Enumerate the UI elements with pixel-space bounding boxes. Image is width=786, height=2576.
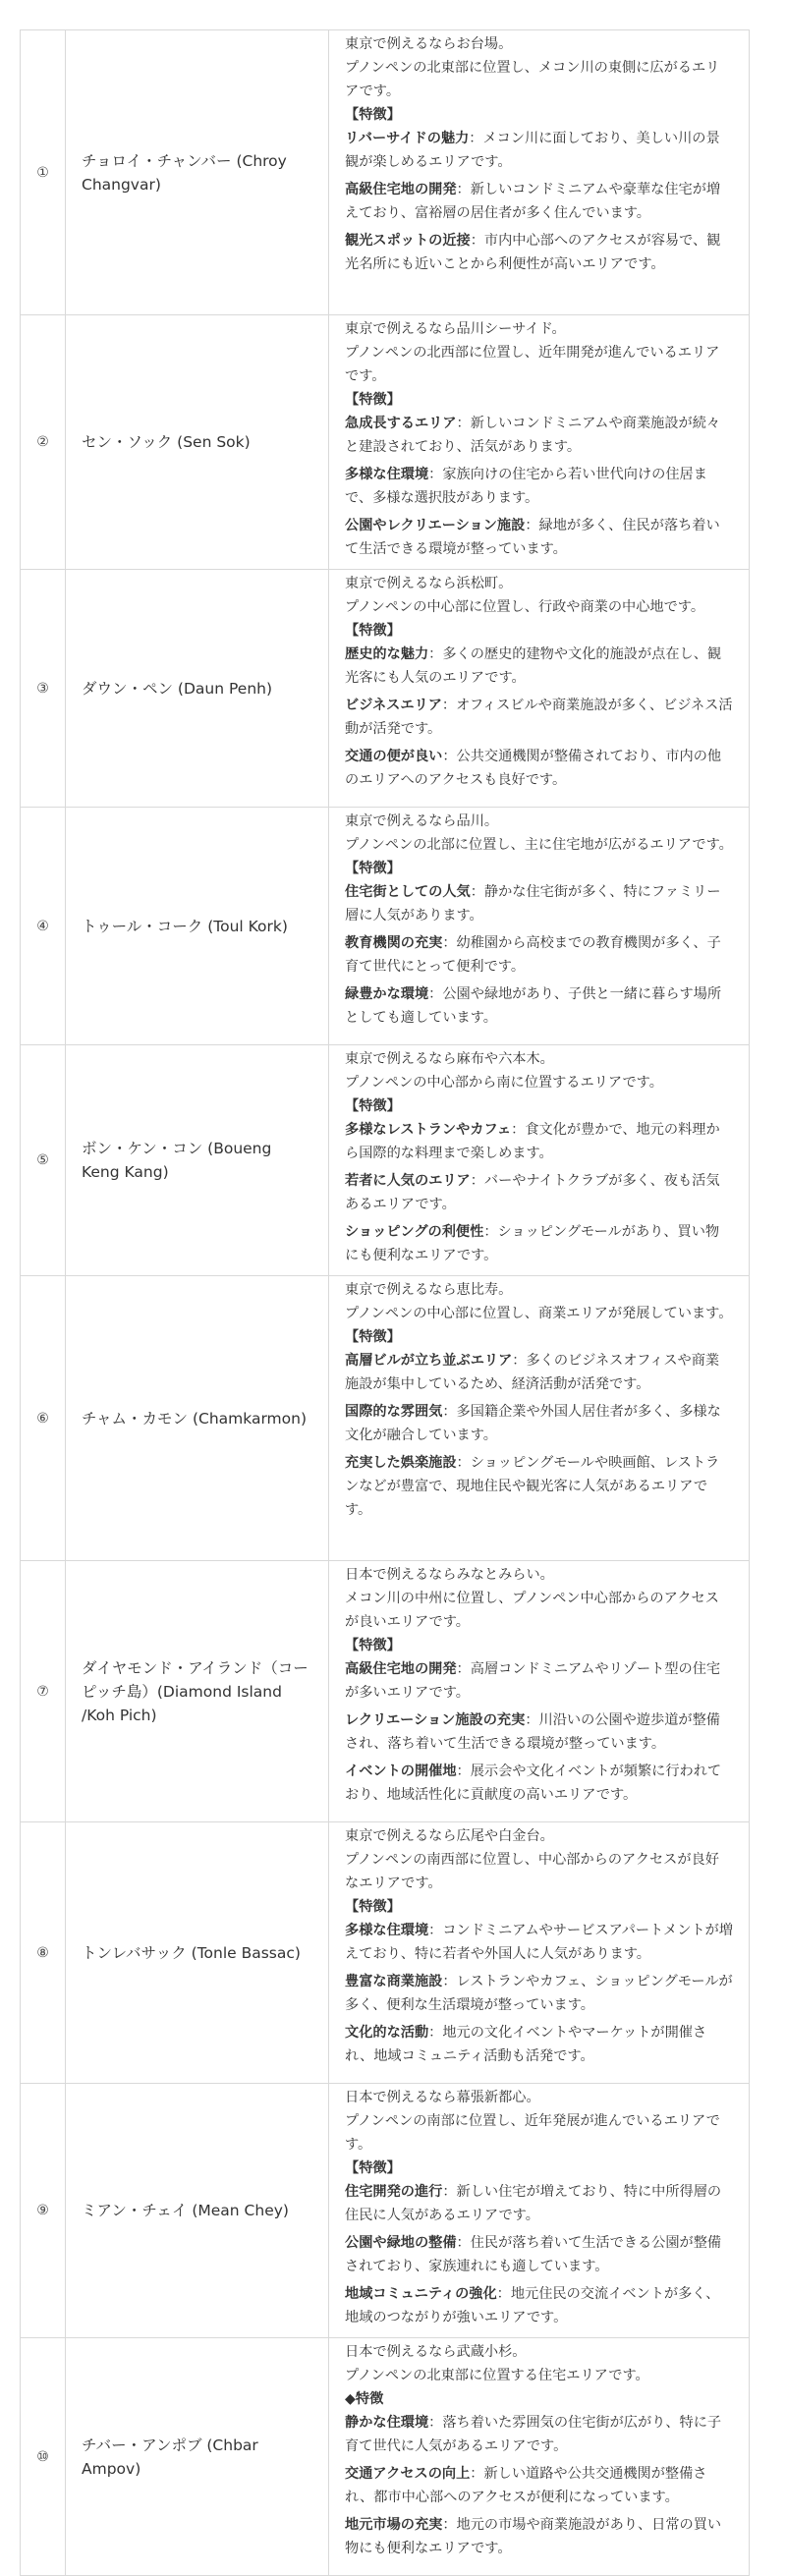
feature-title: 若者に人気のエリア [345,1173,471,1189]
feature-item [345,1349,733,1396]
table-row [21,1045,750,1276]
district-description [329,30,750,315]
feature-text: ：落ち着いた雰囲気の住宅街が広がり、特に子育て世代に人気があるエリアです。 [345,2415,722,2454]
district-name: ミアン・チェイ (Mean Chey) [66,2084,329,2338]
feature-title: 緑豊かな環境 [345,986,429,1002]
feature-text: ：地元の文化イベントやマーケットが開催され、地域コミュニティ活動も活発です。 [345,2025,707,2064]
location-text: プノンペンの北西部に位置し、近年開発が進んでいるエリアです。 [345,345,720,384]
feature-text: ：レストランやカフェ、ショッピングモールが多く、便利な生活環境が整っています。 [345,1974,733,2013]
feature-item [345,1118,733,1165]
table-row [21,2084,750,2338]
feature-item [345,412,733,459]
feature-item [345,1400,733,1447]
feature-text: ：静かな住宅街が多く、特にファミリー層に人気があります。 [345,884,721,924]
feature-item [345,2180,733,2227]
feature-title: 観光スポットの近接 [345,233,471,249]
feature-title: 公園や緑地の整備 [345,2235,457,2251]
feature-text: ：新しい住宅が増えており、特に中所得層の住民に人気があるエリアです。 [345,2184,722,2223]
location-text: プノンペンの中心部に位置し、商業エリアが発展しています。 [345,1306,733,1321]
district-description [329,315,750,570]
features-heading: 【特徴】 [345,1899,401,1915]
feature-item [345,1708,733,1756]
feature-item [345,2021,733,2068]
district-description [329,1561,750,1822]
feature-text: ：緑地が多く、住民が落ち着いて生活できる環境が整っています。 [345,518,720,557]
feature-title: リバーサイドの魅力 [345,131,470,146]
feature-text: ：高層コンドミニアムやリゾート型の住宅が多いエリアです。 [345,1661,721,1701]
tokyo-comparison: 日本で例えるならみなとみらい。 [345,1567,554,1583]
feature-item [345,178,733,225]
feature-text: ：オフィスビルや商業施設が多く、ビジネス活動が活発です。 [345,698,733,737]
district-description [329,570,750,808]
feature-text: ：公共交通機関が整備されており、市内の他のエリアへのアクセスも良好です。 [345,749,722,788]
feature-title: 多様な住環境 [345,467,429,482]
tokyo-comparison: 東京で例えるなら麻布や六本木。 [345,1051,554,1067]
feature-text: ：多くのビジネスオフィスや商業施設が集中しているため、経済活動が活発です。 [345,1353,720,1392]
features-heading: 【特徴】 [345,1329,401,1345]
features-heading: 【特徴】 [345,107,401,123]
tokyo-comparison: 東京で例えるなら品川シーサイド。 [345,321,566,337]
feature-text: ：新しいコンドミニアムや商業施設が続々と建設されており、活気があります。 [345,416,721,455]
districts-table-body [21,30,750,2576]
district-description [329,2338,750,2576]
districts-table [20,29,750,2576]
feature-text: ：ショッピングモールや映画館、レストランなどが豊富で、現地住民や観光客に人気があるエリアです。 [345,1455,720,1518]
feature-item [345,1220,733,1267]
feature-title: 教育機関の充実 [345,935,443,951]
table-row [21,30,750,315]
district-name: ボン・ケン・コン (Boueng Keng Kang) [66,1045,329,1276]
feature-item [345,127,733,174]
tokyo-comparison: 日本で例えるなら武蔵小杉。 [345,2344,527,2360]
table-row [21,315,750,570]
tokyo-comparison: 東京で例えるならお台場。 [345,36,513,52]
feature-text: ：展示会や文化イベントが頻繁に行われており、地域活性化に貢献度の高いエリアです。 [345,1764,722,1803]
table-row [21,570,750,808]
feature-text: ：メコン川に面しており、美しい川の景観が楽しめるエリアです。 [345,131,720,170]
feature-title: 住宅街としての人気 [345,884,471,900]
location-text: プノンペンの南部に位置し、近年発展が進んでいるエリアです。 [345,2113,720,2153]
feature-item [345,2513,733,2560]
row-number: ③ [21,570,66,808]
row-number: ② [21,315,66,570]
tokyo-comparison: 東京で例えるなら品川。 [345,813,499,829]
feature-title: 公園やレクリエーション施設 [345,518,526,533]
feature-item [345,2231,733,2278]
table-row [21,1561,750,1822]
feature-title: 歴史的な魅力 [345,646,429,662]
district-name: セン・ソック (Sen Sok) [66,315,329,570]
feature-text: ：地元の市場や商業施設があり、日常の買い物にも便利なエリアです。 [345,2517,722,2556]
district-description [329,1822,750,2084]
feature-text: ：多くの歴史的建物や文化的施設が点在し、観光客にも人気のエリアです。 [345,646,722,686]
feature-title: 高層ビルが立ち並ぶエリア [345,1353,513,1369]
feature-title: ビジネスエリア [345,698,442,713]
tokyo-comparison: 東京で例えるなら広尾や白金台。 [345,1828,554,1844]
feature-title: 地域コミュニティの強化 [345,2286,497,2302]
feature-item [345,982,733,1030]
feature-text: ：公園や緑地があり、子供と一緒に暮らす場所としても適しています。 [345,986,722,1026]
district-name: チャム・カモン (Chamkarmon) [66,1276,329,1561]
location-text: プノンペンの北東部に位置する住宅エリアです。 [345,2368,649,2383]
feature-text: ：川沿いの公園や遊歩道が整備され、落ち着いて生活できる環境が整っています。 [345,1712,720,1752]
feature-item [345,880,733,927]
feature-item [345,2282,733,2329]
feature-item [345,931,733,979]
district-name: チョロイ・チャンバー (Chroy Changvar) [66,30,329,315]
feature-title: イベントの開催地 [345,1764,457,1779]
table-row [21,1276,750,1561]
district-name: ダイヤモンド・アイランド（コーピッチ島）(Diamond Island /Koh Pich) [66,1561,329,1822]
feature-title: 静かな住環境 [345,2415,429,2431]
row-number: ⑧ [21,1822,66,2084]
district-description [329,808,750,1045]
district-name: トンレバサック (Tonle Bassac) [66,1822,329,2084]
location-text: プノンペンの北東部に位置し、メコン川の東側に広がるエリアです。 [345,60,720,99]
feature-title: 文化的な活動 [345,2025,429,2041]
feature-title: 多様な住環境 [345,1923,429,1938]
feature-text: ：ショッピングモールがあり、買い物にも便利なエリアです。 [345,1224,720,1263]
feature-text: ：新しいコンドミニアムや豪華な住宅が増えており、富裕層の居住者が多く住んでいます。 [345,182,721,221]
features-heading: 【特徴】 [345,392,401,408]
features-heading: 【特徴】 [345,2160,401,2176]
row-number: ④ [21,808,66,1045]
feature-title: 交通の便が良い [345,749,443,764]
feature-item [345,1657,733,1705]
tokyo-comparison: 東京で例えるなら恵比寿。 [345,1282,513,1298]
feature-item [345,2462,733,2509]
features-heading: 【特徴】 [345,1098,401,1114]
feature-title: 豊富な商業施設 [345,1974,443,1989]
feature-text: ：市内中心部へのアクセスが容易で、観光名所にも近いことから利便性が高いエリアです。 [345,233,721,272]
row-number: ⑨ [21,2084,66,2338]
tokyo-comparison: 東京で例えるなら浜松町。 [345,576,513,591]
location-text: プノンペンの中心部に位置し、行政や商業の中心地です。 [345,599,705,615]
feature-title: レクリエーション施設の充実 [345,1712,526,1728]
feature-item [345,1169,733,1216]
feature-text: ：コンドミニアムやサービスアパートメントが増えており、特に若者や外国人に人気があります。 [345,1923,733,1962]
feature-title: ショッピングの利便性 [345,1224,484,1240]
feature-text: ：地元住民の交流イベントが多く、地域のつながりが強いエリアです。 [345,2286,720,2325]
table-row [21,1822,750,2084]
row-number: ⑩ [21,2338,66,2576]
feature-text: ：バーやナイトクラブが多く、夜も活気あるエリアです。 [345,1173,720,1212]
features-heading: 【特徴】 [345,1638,401,1653]
feature-text: ：多国籍企業や外国人居住者が多く、多様な文化が融合しています。 [345,1404,721,1443]
district-name: ダウン・ペン (Daun Penh) [66,570,329,808]
feature-title: 交通アクセスの向上 [345,2466,471,2482]
feature-title: 国際的な雰囲気 [345,1404,443,1420]
feature-title: 地元市場の充実 [345,2517,443,2533]
feature-item [345,694,733,741]
row-number: ⑤ [21,1045,66,1276]
feature-title: 住宅開発の進行 [345,2184,443,2200]
feature-title: 充実した娯楽施設 [345,1455,457,1471]
feature-item [345,643,733,690]
feature-item [345,1970,733,2017]
feature-text: ：住民が落ち着いて生活できる公園が整備されており、家族連れにも適しています。 [345,2235,722,2274]
features-heading: 【特徴】 [345,623,401,639]
row-number: ① [21,30,66,315]
feature-item [345,1451,733,1522]
feature-text: ：食文化が豊かで、地元の料理から国際的な料理まで楽しめます。 [345,1122,720,1161]
district-description [329,2084,750,2338]
row-number: ⑥ [21,1276,66,1561]
feature-text: ：幼稚園から高校までの教育機関が多く、子育て世代にとって便利です。 [345,935,721,975]
location-text: メコン川の中州に位置し、プノンペン中心部からのアクセスが良いエリアです。 [345,1591,719,1630]
district-name: チバー・アンポブ (Chbar Ampov) [66,2338,329,2576]
feature-title: 多様なレストランやカフェ [345,1122,512,1138]
feature-text: ：新しい道路や公共交通機関が整備され、都市中心部へのアクセスが便利になっています。 [345,2466,707,2505]
features-heading: ◆特徴 [345,2391,384,2407]
feature-item [345,745,733,792]
location-text: プノンペンの南西部に位置し、中心部からのアクセスが良好なエリアです。 [345,1852,719,1891]
table-row [21,2338,750,2576]
tokyo-comparison: 日本で例えるなら幕張新都心。 [345,2090,540,2105]
feature-item [345,514,733,561]
row-number: ⑦ [21,1561,66,1822]
feature-title: 急成長するエリア [345,416,457,431]
features-heading: 【特徴】 [345,861,401,876]
location-text: プノンペンの北部に位置し、主に住宅地が広がるエリアです。 [345,837,733,853]
feature-item [345,1919,733,1966]
location-text: プノンペンの中心部から南に位置するエリアです。 [345,1075,663,1091]
feature-item [345,229,733,276]
feature-item [345,2411,733,2458]
district-description [329,1045,750,1276]
table-row [21,808,750,1045]
feature-text: ：家族向けの住宅から若い世代向けの住居まで、多様な選択肢があります。 [345,467,707,506]
feature-title: 高級住宅地の開発 [345,1661,457,1677]
feature-item [345,463,733,510]
feature-item [345,1760,733,1807]
district-description [329,1276,750,1561]
district-name: トゥール・コーク (Toul Kork) [66,808,329,1045]
feature-title: 高級住宅地の開発 [345,182,457,197]
